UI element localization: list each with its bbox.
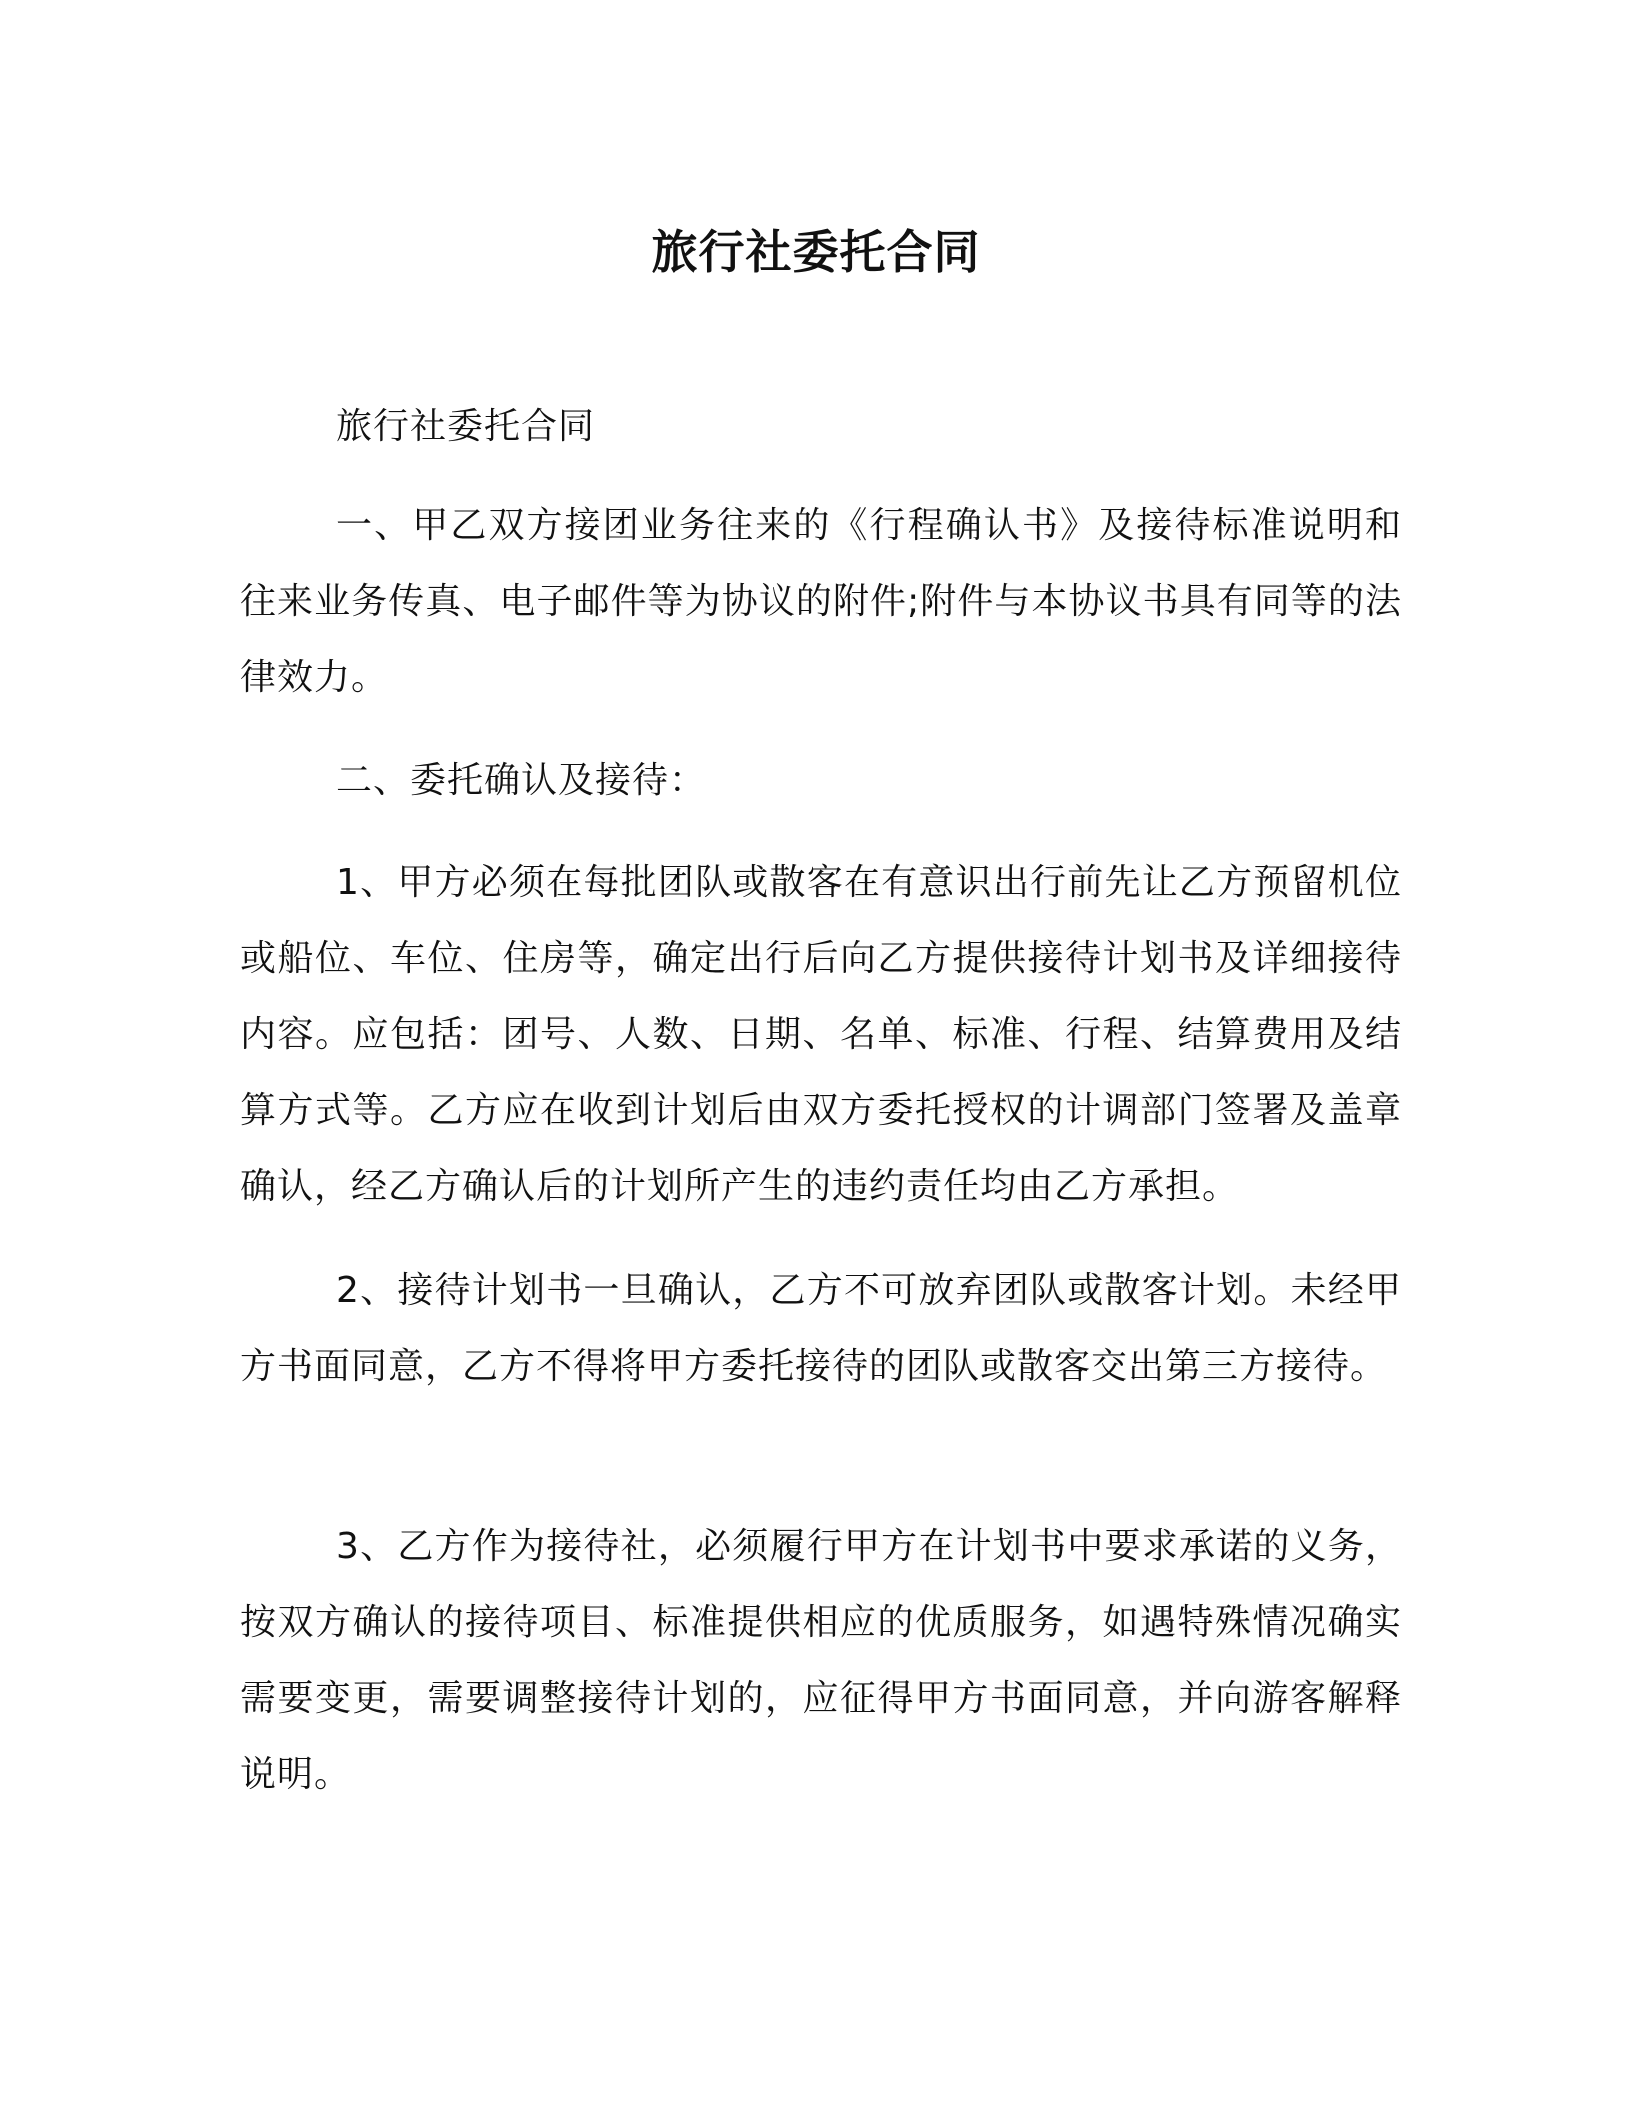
document-subtitle: 旅行社委托合同	[336, 406, 596, 447]
paragraph-clause-2-3: 3、乙方作为接待社，必须履行甲方在计划书中要求承诺的义务，按双方确认的接待项目、标准提供相应的优质服务，如遇特殊情况确实需要变更，需要调整接待计划的，应征得甲方书面同意，并向游客解释说明。	[240, 1526, 1402, 1795]
paragraph-clause-1: 一、甲乙双方接团业务往来的《行程确认书》及接待标准说明和往来业务传真、电子邮件等为协议的附件;附件与本协议书具有同等的法律效力。	[240, 505, 1402, 698]
section-heading-clause-2: 二、委托确认及接待：	[336, 760, 707, 801]
paragraph-clause-2-2: 2、接待计划书一旦确认，乙方不可放弃团队或散客计划。未经甲方书面同意，乙方不得将甲方委托接待的团队或散客交出第三方接待。	[240, 1270, 1402, 1387]
document-title: 旅行社委托合同	[651, 225, 981, 279]
paragraph-clause-2-1: 1、甲方必须在每批团队或散客在有意识出行前先让乙方预留机位或船位、车位、住房等，确定出行后向乙方提供接待计划书及详细接待内容。应包括：团号、人数、日期、名单、标准、行程、结算费用及结算方式等。乙方应在收到计划后由双方委托授权的计调部门签署及盖章确认，经乙方确认后的计划所产生的违约责任均由乙方承担。	[240, 862, 1402, 1207]
